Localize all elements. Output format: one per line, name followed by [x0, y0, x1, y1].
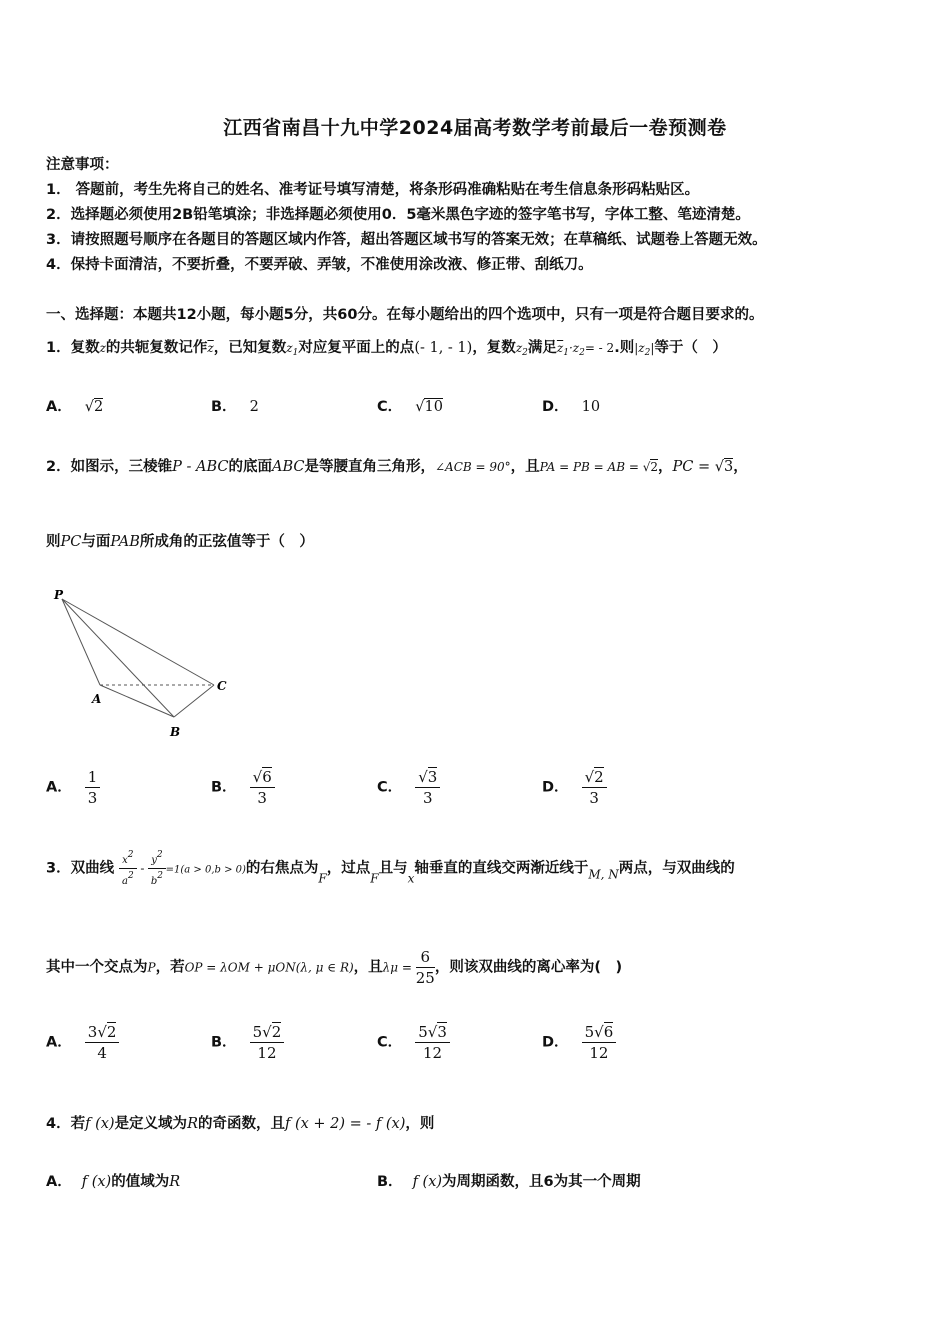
- notice-item: 3．请按照题号顺序在各题目的答题区域内作答，超出答题区域书写的答案无效；在草稿纸、试题卷上答题无效。: [46, 232, 767, 248]
- question-3-cont: 其中一个交点为P，若OP = λOM + μON(λ, μ ∈ R)，且λμ = $\frac{6}{25}$ ，则该双曲线的离心率为( ): [46, 948, 623, 987]
- option-a[interactable]: A． √2: [46, 399, 104, 415]
- label-a: A: [92, 692, 102, 706]
- notice-item: 2．选择题必须使用2B铅笔填涂；非选择题必须使用0．5毫米黑色字迹的签字笔书写，字体工整、笔迹清楚。: [46, 207, 750, 223]
- edge-ab: [100, 685, 174, 717]
- question-2-cont: 则PC与面PAB所成角的正弦值等于（ ）: [46, 534, 314, 550]
- edge-pb: [62, 599, 174, 717]
- option-d[interactable]: D． $\frac{5√6}{12}$: [542, 1022, 616, 1063]
- option-d[interactable]: D． $\frac{√2}{3}$: [542, 767, 607, 808]
- option-b[interactable]: B． f (x)为周期函数，且6为其一个周期: [377, 1174, 641, 1190]
- label-p: P: [54, 588, 64, 602]
- option-a[interactable]: A． $\frac{3√2}{4}$: [46, 1022, 119, 1063]
- edge-bc: [174, 685, 214, 717]
- option-b[interactable]: B． $\frac{5√2}{12}$: [211, 1022, 284, 1063]
- question-2: 2．如图示，三棱锥P - ABC的底面ABC是等腰直角三角形，∠ACB = 90°，且PA = PB = AB = √2，PC = √3，: [46, 459, 748, 475]
- option-c[interactable]: C． $\frac{5√3}{12}$: [377, 1022, 450, 1063]
- edge-pc: [62, 599, 214, 685]
- label-b: B: [170, 725, 181, 739]
- edge-pa: [62, 599, 100, 685]
- option-b[interactable]: B． 2: [211, 399, 259, 415]
- option-a[interactable]: A． $\frac{1}{3}$: [46, 767, 100, 808]
- option-d[interactable]: D． 10: [542, 399, 601, 415]
- question-1: 1．复数z的共轭复数记作$\overline{z}$，已知复数$z_1$对应复平面上的点(- 1, - 1)，复数$z_2$满足$\overline{z}_1\cdot z_2= - 2$.则$|z_2|$等于（ ）: [46, 340, 727, 358]
- option-c[interactable]: C． √10: [377, 399, 443, 415]
- option-c[interactable]: C． $\frac{√3}{3}$: [377, 767, 440, 808]
- question-4: 4．若f (x)是定义域为R的奇函数，且f (x + 2) = - f (x)，则: [46, 1116, 435, 1132]
- question-3: 3．双曲线 $\frac{x2}{a2}$ - $\frac{y2}{b2}$ =1(a > 0,b > 0)的右焦点为$_F$，过点$_F$且与$_x$轴垂直的直线交两渐近线于$_{M, N}$两点，与双曲线的: [46, 850, 735, 887]
- pyramid-figure: [46, 585, 246, 745]
- option-b[interactable]: B． $\frac{√6}{3}$: [211, 767, 275, 808]
- page-title: 江西省南昌十九中学2024届高考数学考前最后一卷预测卷: [223, 117, 727, 139]
- option-a[interactable]: A． f (x)的值域为R: [46, 1174, 181, 1190]
- notice-heading: 注意事项：: [46, 157, 119, 173]
- label-c: C: [217, 679, 227, 693]
- notice-item: 4．保持卡面清洁，不要折叠，不要弄破、弄皱，不准使用涂改液、修正带、刮纸刀。: [46, 257, 593, 273]
- notice-item: 1． 答题前，考生先将自己的姓名、准考证号填写清楚，将条形码准确粘贴在考生信息条形码粘贴区。: [46, 182, 700, 198]
- section-heading: 一、选择题：本题共12小题，每小题5分，共60分。在每小题给出的四个选项中，只有一项是符合题目要求的。: [46, 307, 764, 323]
